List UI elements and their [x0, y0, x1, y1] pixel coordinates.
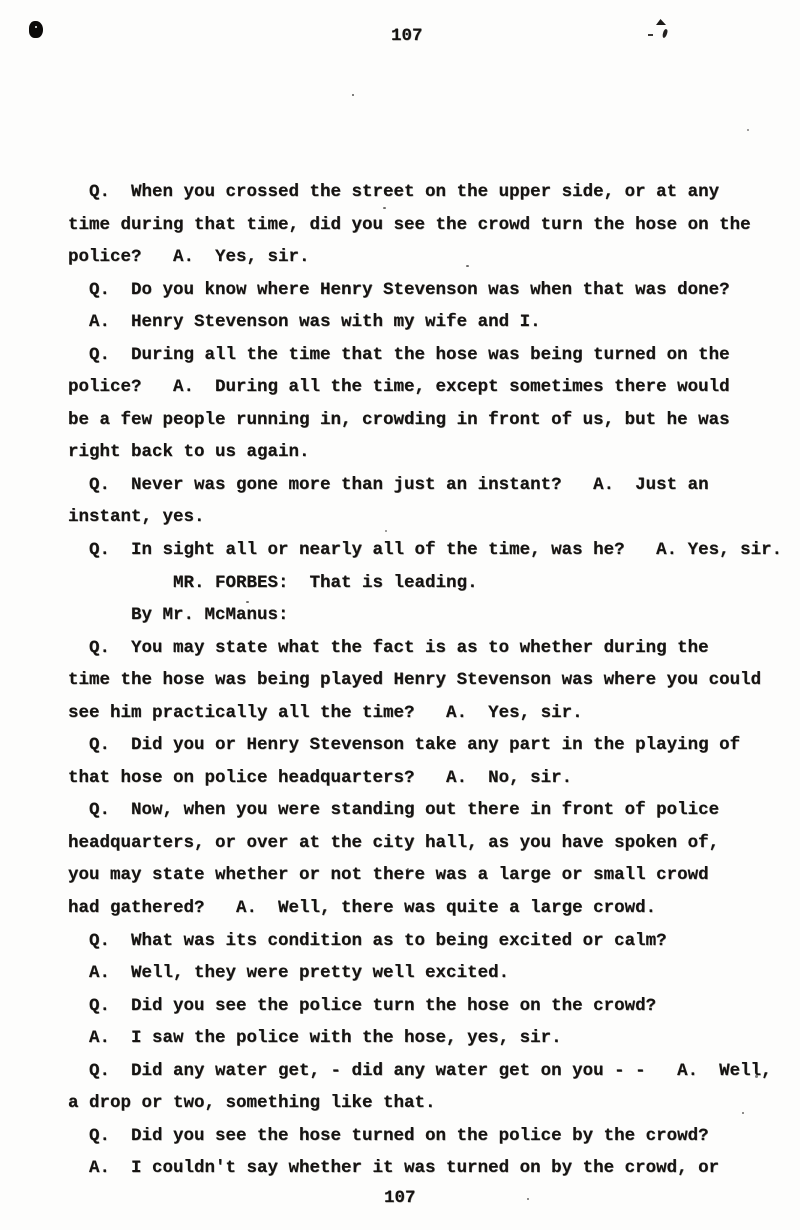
transcript-line: Q. Did you or Henry Stevenson take any part in the playing of: [68, 735, 741, 756]
page-number-top: 107: [391, 26, 423, 46]
ink-speck: [352, 94, 354, 96]
transcript-line: right back to us again.: [68, 442, 310, 463]
transcript-line: a drop or two, something like that.: [68, 1093, 436, 1114]
page-number-bottom: 107: [384, 1188, 416, 1208]
transcript-body: [68, 176, 798, 1185]
transcript-line: Q. What was its condition as to being excited or calm?: [68, 930, 667, 951]
transcript-line: Q. During all the time that the hose was being turned on the: [68, 344, 730, 365]
transcript-line: time the hose was being played Henry Stevenson was where you could: [68, 670, 762, 691]
ink-smudge: [656, 19, 666, 25]
transcript-line: Q. You may state what the fact is as to whether during the: [68, 637, 709, 658]
transcript-line: police? A. During all the time, except sometimes there would: [68, 377, 730, 398]
transcript-line-objection: MR. FORBES: That is leading.: [68, 572, 478, 593]
ink-smudge: [648, 34, 653, 36]
transcript-line: Q. Never was gone more than just an instant? A. Just an: [68, 474, 709, 495]
ink-smudge: [662, 29, 669, 39]
transcript-line: had gathered? A. Well, there was quite a large crowd.: [68, 898, 657, 919]
ink-speck: [747, 129, 749, 131]
transcript-line: Q. Did you see the hose turned on the police by the crowd?: [68, 1125, 709, 1146]
ink-blot: [29, 21, 43, 38]
transcript-line: be a few people running in, crowding in front of us, but he was: [68, 409, 730, 430]
transcript-line: Q. Now, when you were standing out there in front of police: [68, 800, 720, 821]
transcript-line: Q. Do you know where Henry Stevenson was when that was done?: [68, 279, 730, 300]
transcript-line: you may state whether or not there was a large or small crowd: [68, 865, 709, 886]
transcript-line: A. I saw the police with the hose, yes, sir.: [68, 1028, 562, 1049]
transcript-line: Q. Did any water get, - did any water get on you - - A. Well,: [68, 1060, 772, 1081]
transcript-line-examiner: By Mr. McManus:: [68, 605, 289, 626]
transcript-line: Q. Did you see the police turn the hose on the crowd?: [68, 995, 657, 1016]
transcript-line: instant, yes.: [68, 507, 205, 528]
transcript-line: see him practically all the time? A. Yes, sir.: [68, 702, 583, 723]
transcript-line: headquarters, or over at the city hall, as you have spoken of,: [68, 832, 720, 853]
transcript-line: that hose on police headquarters? A. No, sir.: [68, 767, 573, 788]
transcript-line: time during that time, did you see the crowd turn the hose on the: [68, 214, 751, 235]
transcript-line: police? A. Yes, sir.: [68, 247, 310, 268]
transcript-line: A. Henry Stevenson was with my wife and I.: [68, 312, 541, 333]
transcript-line: A. I couldn't say whether it was turned on by the crowd, or: [68, 1158, 720, 1179]
transcript-line: A. Well, they were pretty well excited.: [68, 963, 510, 984]
ink-speck: [527, 1198, 529, 1200]
transcript-line: Q. In sight all or nearly all of the time, was he? A. Yes, sir.: [68, 540, 783, 561]
transcript-line: Q. When you crossed the street on the upper side, or at any: [68, 182, 720, 202]
